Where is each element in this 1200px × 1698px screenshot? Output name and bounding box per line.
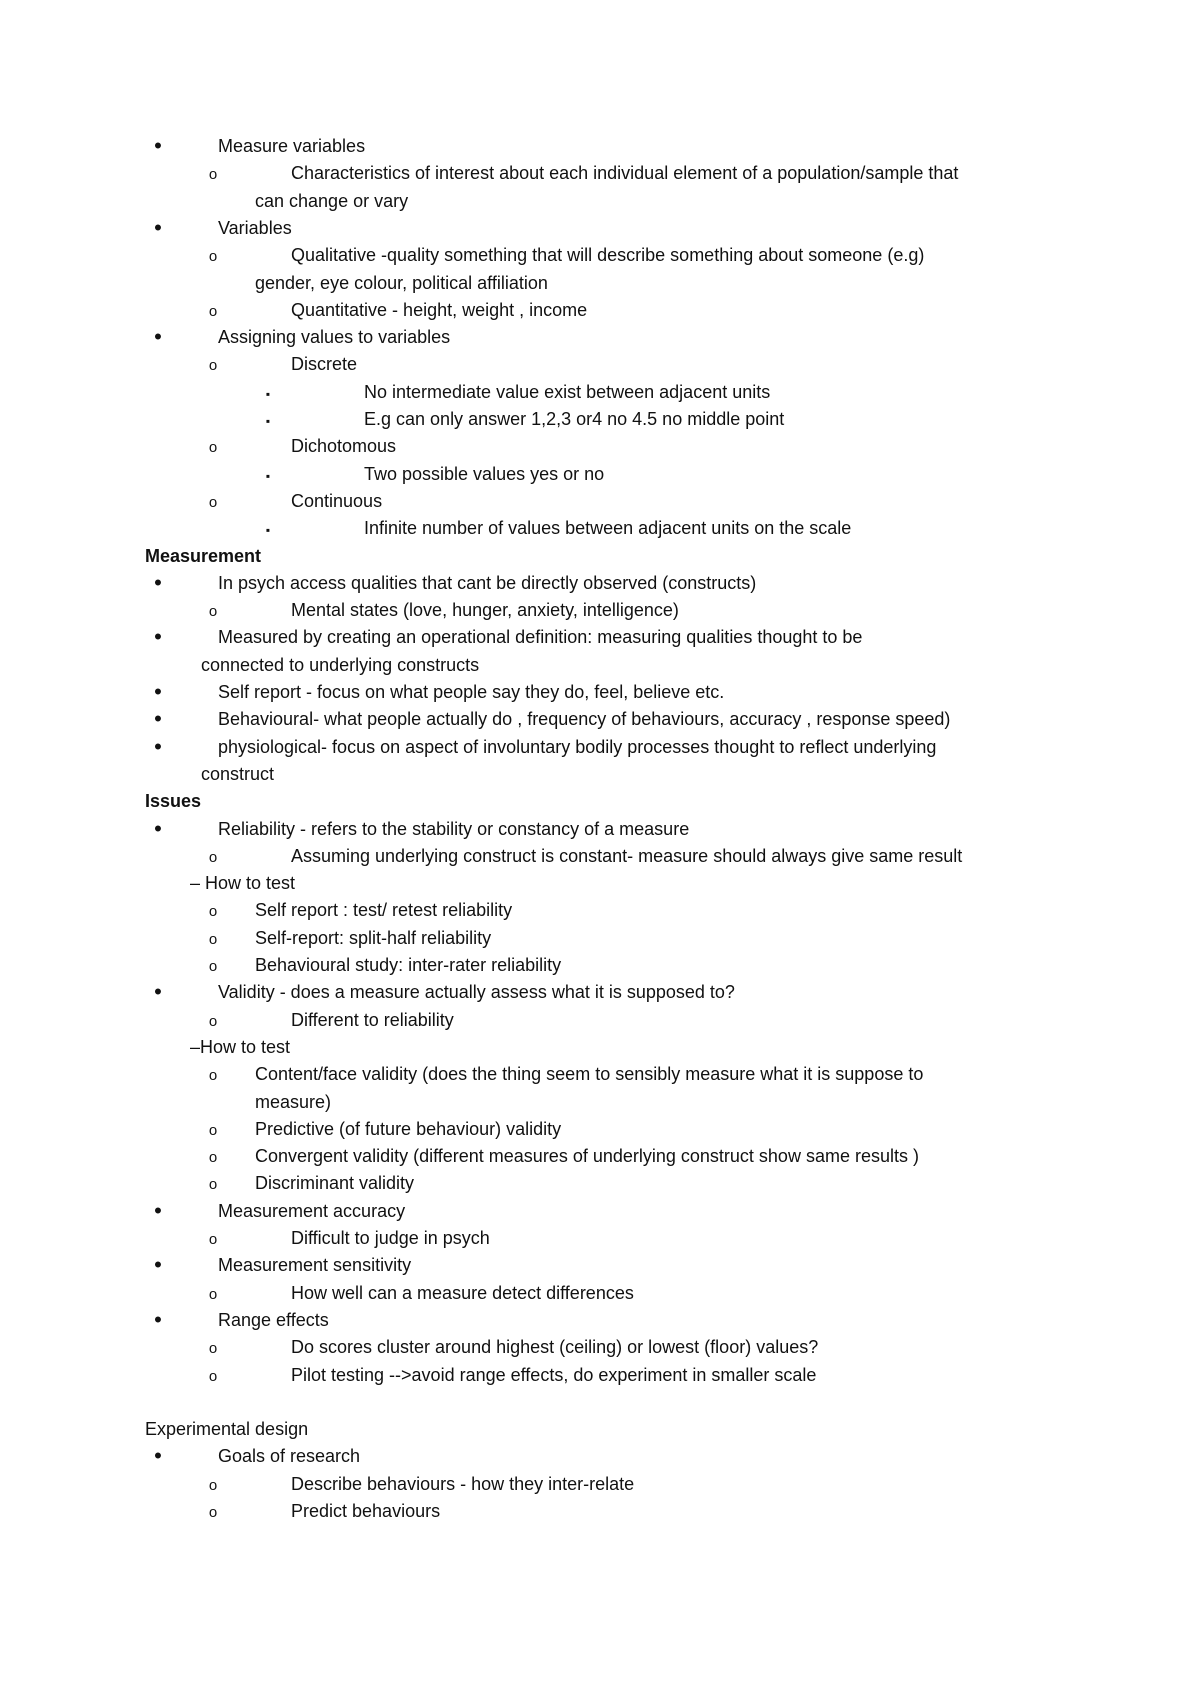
bullet-marker <box>203 1008 223 1034</box>
bullet-marker <box>148 980 168 1005</box>
note-line: Measurement accuracy <box>218 1200 406 1221</box>
note-line: Assuming underlying construct is constant- measure should always give same result <box>291 845 963 866</box>
bullet-marker <box>203 489 223 515</box>
bullet-marker <box>203 352 223 378</box>
bullet-marker <box>148 680 168 705</box>
note-line: physiological- focus on aspect of involuntary bodily processes thought to reflect underlying <box>218 736 937 757</box>
note-line: Continuous <box>291 490 383 511</box>
bullet-marker <box>203 1062 223 1088</box>
note-line: Predict behaviours <box>291 1501 441 1521</box>
note-line: Self report : test/ retest reliability <box>255 900 513 921</box>
bullet-marker <box>203 898 223 924</box>
note-line: No intermediate value exist between adjacent units <box>364 381 771 402</box>
section-heading: Measurement <box>145 545 262 566</box>
note-line: Measure variables <box>218 136 366 156</box>
bullet-marker <box>203 1171 223 1197</box>
note-line: Range effects <box>218 1309 329 1330</box>
bullet-marker <box>203 1117 223 1143</box>
note-line: Do scores cluster around highest (ceiling) or lowest (floor) values? <box>291 1337 819 1358</box>
note-line: can change or vary <box>255 190 409 211</box>
bullet-marker <box>148 707 168 732</box>
note-line: Variables <box>218 217 292 238</box>
note-line: Difficult to judge in psych <box>291 1228 490 1248</box>
bullet-marker <box>148 817 168 842</box>
bullet-marker <box>203 1499 223 1525</box>
note-line: Pilot testing -->avoid range effects, do experiment in smaller scale <box>291 1364 817 1385</box>
note-line: Discrete <box>291 354 358 375</box>
bullet-marker <box>203 1363 223 1389</box>
note-line: Two possible values yes or no <box>364 463 605 484</box>
note-line: Content/face validity (does the thing seem to sensibly measure what it is suppose to <box>255 1064 924 1085</box>
bullet-marker <box>148 625 168 650</box>
bullet-marker <box>203 298 223 324</box>
bullet-marker <box>203 434 223 460</box>
note-line: Dichotomous <box>291 436 397 457</box>
bullet-marker <box>148 1444 168 1469</box>
note-line: E.g can only answer 1,2,3 or4 no 4.5 no middle point <box>364 409 785 429</box>
bullet-marker <box>203 1144 223 1170</box>
bullet-marker <box>203 598 223 624</box>
note-line: construct <box>201 763 275 784</box>
note-line: connected to underlying constructs <box>201 654 480 675</box>
bullet-marker <box>203 1472 223 1498</box>
note-line: Measurement sensitivity <box>218 1255 412 1276</box>
note-line: Predictive (of future behaviour) validity <box>255 1118 562 1139</box>
note-line: Reliability - refers to the stability or constancy of a measure <box>218 818 690 839</box>
note-line: Goals of research <box>218 1446 361 1467</box>
note-line: Behavioural- what people actually do , frequency of behaviours, accuracy , response speed) <box>218 709 951 730</box>
bullet-marker <box>148 216 168 241</box>
bullet-marker <box>203 161 223 187</box>
bullet-marker <box>148 325 168 350</box>
note-line: Infinite number of values between adjacent units on the scale <box>364 518 852 539</box>
note-line: Mental states (love, hunger, anxiety, intelligence) <box>291 600 679 621</box>
bullet-marker <box>258 380 278 406</box>
note-line: gender, eye colour, political affiliation <box>255 272 548 293</box>
bullet-marker <box>203 844 223 870</box>
note-line: Self-report: split-half reliability <box>255 927 492 948</box>
note-line: In psych access qualities that cant be directly observed (constructs) <box>218 572 757 593</box>
note-line: Qualitative -quality something that will describe something about someone (e.g) <box>291 245 925 266</box>
bullet-marker <box>258 516 278 542</box>
note-line: Measured by creating an operational definition: measuring qualities thought to be <box>218 627 863 648</box>
bullet-marker <box>203 1226 223 1252</box>
bullet-marker <box>148 735 168 760</box>
bullet-marker <box>148 1199 168 1224</box>
bullet-marker <box>258 462 278 488</box>
bullet-marker <box>203 953 223 979</box>
note-line: measure) <box>255 1091 332 1112</box>
note-line: Validity - does a measure actually assess what it is supposed to? <box>218 982 735 1003</box>
bullet-marker <box>258 407 278 433</box>
note-line: Describe behaviours - how they inter-relate <box>291 1473 635 1494</box>
section-heading: Experimental design <box>145 1419 309 1440</box>
section-heading: Issues <box>145 791 202 812</box>
note-line: Behavioural study: inter-rater reliability <box>255 955 562 975</box>
note-line: Different to reliability <box>291 1009 454 1030</box>
note-line: How well can a measure detect differences <box>291 1282 634 1303</box>
note-line: – How to test <box>190 873 296 894</box>
bullet-marker <box>203 1335 223 1361</box>
note-line: Quantitative - height, weight , income <box>291 299 588 320</box>
bullet-marker <box>203 1281 223 1307</box>
note-line: Convergent validity (different measures of underlying construct show same results ) <box>255 1146 919 1167</box>
bullet-marker <box>203 926 223 952</box>
note-line: Discriminant validity <box>255 1173 415 1194</box>
note-line: Characteristics of interest about each individual element of a population/sample that <box>291 163 959 184</box>
bullet-marker <box>148 134 168 159</box>
bullet-marker <box>203 243 223 269</box>
bullet-marker <box>148 571 168 596</box>
bullet-marker <box>148 1308 168 1333</box>
note-line: Self report - focus on what people say they do, feel, believe etc. <box>218 682 725 702</box>
bullet-marker <box>148 1253 168 1278</box>
note-line: Assigning values to variables <box>218 327 451 348</box>
note-line: –How to test <box>190 1036 291 1057</box>
